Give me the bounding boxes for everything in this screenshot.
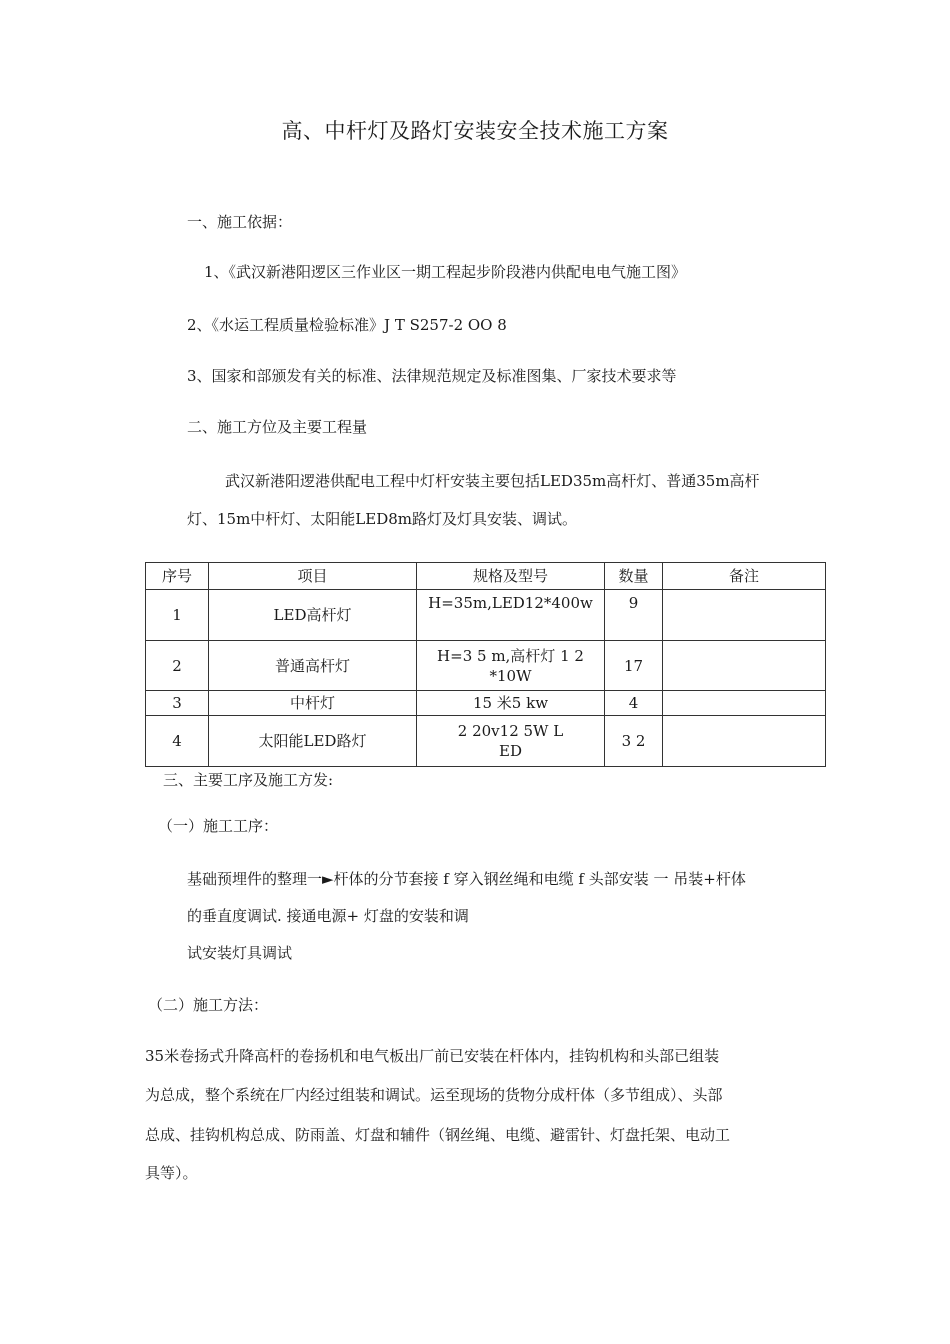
sequence-line-3: 试安装灯具调试 [187,944,293,962]
subsection-heading-method: （二）施工方法： [148,996,269,1014]
cell-note [663,590,826,641]
cell-no: 2 [146,641,209,691]
sequence-line-2: 的垂直度调试. 接通电源+ 灯盘的安装和调 [187,907,469,925]
cell-spec-line-1: 15 米5 kw [472,694,549,712]
cell-note [663,716,826,767]
cell-item: LED高杆灯 [209,590,417,641]
cell-spec-line-2: ED [499,742,522,760]
cell-spec [417,716,605,767]
cell-item: 普通高杆灯 [209,641,417,691]
table-header-row [146,563,826,590]
method-line-3: 总成、挂钩机构总成、防雨盖、灯盘和辅件（钢丝绳、电缆、避雷针、灯盘托架、电动工 [145,1126,731,1144]
cell-qty: 9 [605,590,663,641]
cell-item: 中杆灯 [209,691,417,716]
cell-spec [417,641,605,691]
cell-qty: 3 2 [605,716,663,767]
table-row [146,691,826,716]
section-heading-basis: 一、施工依据： [187,213,293,231]
basis-item-1: 1、《武汉新港阳逻区三作业区一期工程起步阶段港内供配电电气施工图》 [204,263,687,281]
cell-spec-line-1: H=35m,LED12*400w [428,594,593,612]
header-spec: 规格及型号 [417,563,605,590]
cell-no: 4 [146,716,209,767]
basis-item-2: 2、《水运工程质量检验标准》J T S257-2 OO 8 [187,316,507,334]
quantities-table [145,562,826,767]
sequence-line-1: 基础预埋件的整理一►杆体的分节套接 f 穿入钢丝绳和电缆 f 头部安装 一 吊装+杆体 [187,870,746,888]
cell-spec-line-2: *10W [489,666,532,685]
table-row [146,641,826,691]
header-no: 序号 [146,563,209,590]
basis-item-3: 3、国家和部颁发有关的标准、法律规范规定及标准图集、厂家技术要求等 [187,367,677,385]
method-line-2: 为总成，整个系统在厂内经过组装和调试。运至现场的货物分成杆体（多节组成）、头部 [145,1086,723,1104]
cell-qty: 17 [605,641,663,691]
cell-spec-line-1: H=3 5 m,高杆灯 1 2 [437,646,584,665]
scope-paragraph-line-2: 灯、15m中杆灯、太阳能LED8m路灯及灯具安装、调试。 [187,510,578,528]
header-note: 备注 [663,563,826,590]
cell-note [663,641,826,691]
header-item: 项目 [209,563,417,590]
cell-spec [417,590,605,641]
section-heading-process: 三、主要工序及施工方发: [163,771,334,789]
method-line-1: 35米卷扬式升降高杆的卷扬机和电气板出厂前已安装在杆体内，挂钩机构和头部已组装 [145,1047,720,1065]
header-qty: 数量 [605,563,663,590]
method-line-4: 具等）。 [145,1164,198,1182]
section-heading-scope: 二、施工方位及主要工程量 [187,418,368,436]
cell-note [663,691,826,716]
table-row [146,590,826,641]
subsection-heading-sequence: （一）施工工序： [158,817,279,835]
cell-spec [417,691,605,716]
document-title: 高、中杆灯及路灯安装安全技术施工方案 [281,119,669,143]
cell-no: 1 [146,590,209,641]
table-row [146,716,826,767]
cell-no: 3 [146,691,209,716]
cell-item: 太阳能LED路灯 [209,716,417,767]
cell-spec-line-1: 2 20v12 5W L [457,722,564,740]
scope-paragraph-line-1: 武汉新港阳逻港供配电工程中灯杆安装主要包括LED35m高杆灯、普通35m高杆 [225,472,760,490]
cell-qty: 4 [605,691,663,716]
